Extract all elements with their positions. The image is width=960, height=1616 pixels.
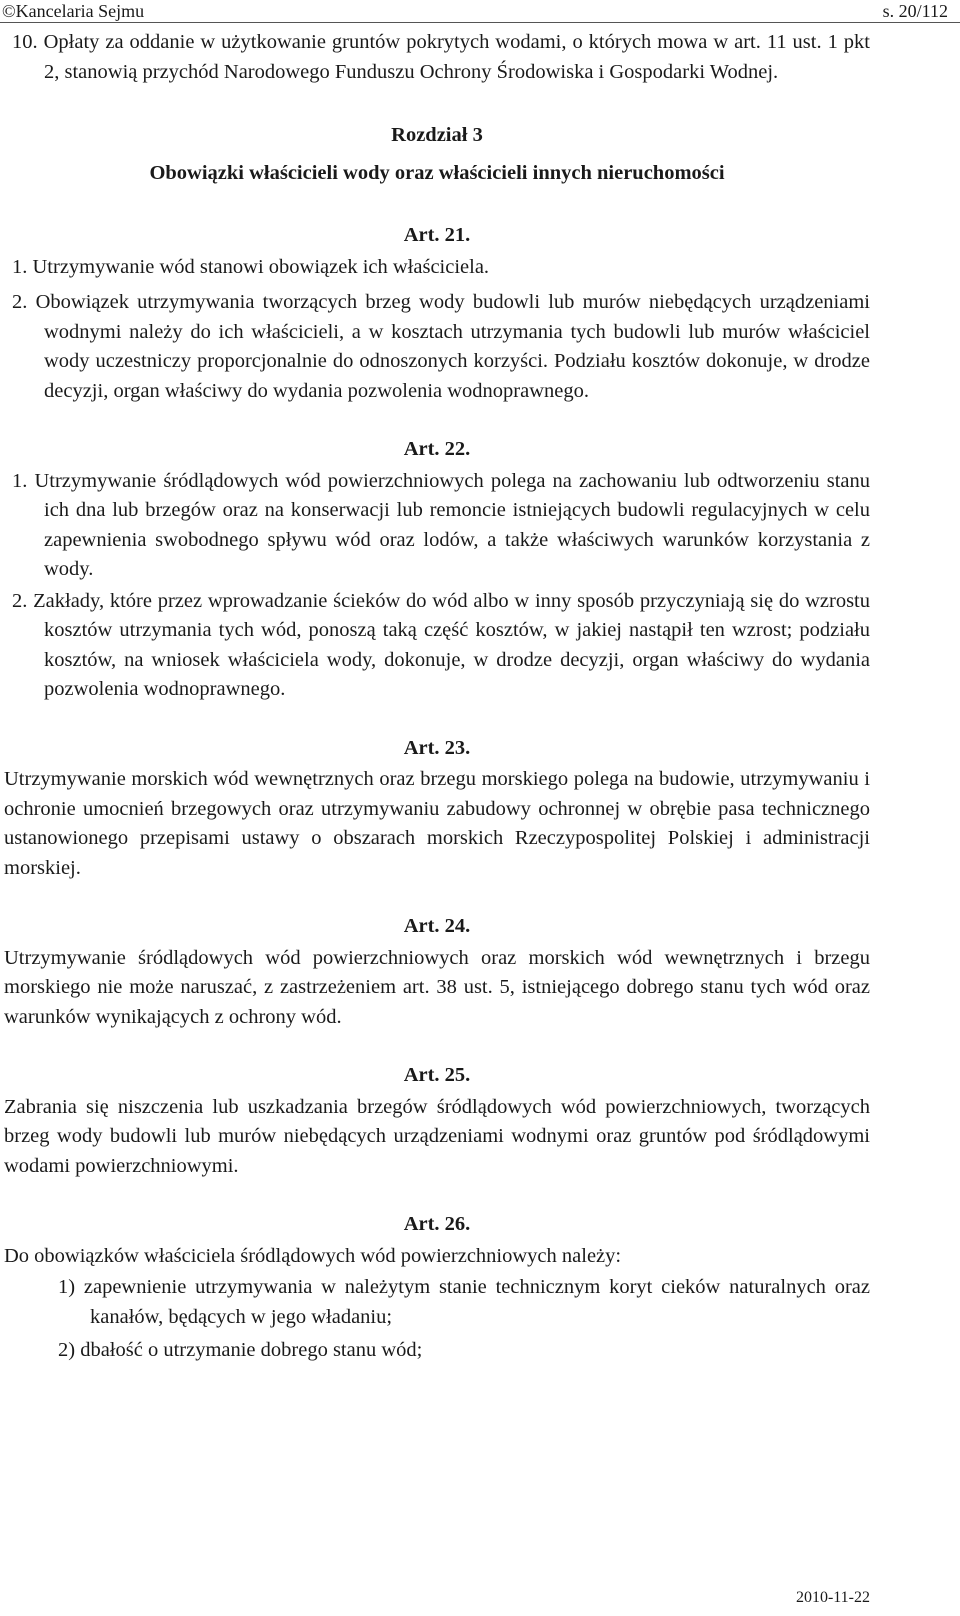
article-26-title: Art. 26. bbox=[403, 1213, 471, 1235]
article-26-intro: Do obowiązków właściciela śródlądowych wód powierzchniowych należy: bbox=[4, 1244, 622, 1267]
article-26-item-1: 1) zapewnienie utrzymywania w należytym stanie technicznym koryt cieków naturalnych oraz kanałów, będących w jego władaniu; bbox=[58, 1276, 870, 1328]
chapter-number: Rozdział 3 bbox=[391, 124, 483, 146]
page-number: s. 20/112 bbox=[882, 1, 948, 21]
paragraph-10: 10. Opłaty za oddanie w użytkowanie gruntów pokrytych wodami, o których mowa w art. 11 ust. 1 pkt 2, stanowią przychód Narodowego Funduszu Ochrony Środowiska i Gospodarki Wodnej. bbox=[12, 31, 870, 83]
chapter-title: Obowiązki właścicieli wody oraz właścicieli innych nieruchomości bbox=[149, 161, 725, 184]
article-26-item-2: 2) dbałość o utrzymanie dobrego stanu wód; bbox=[58, 1339, 423, 1361]
document-date: 2010-11-22 bbox=[795, 1589, 870, 1606]
article-25-title: Art. 25. bbox=[403, 1064, 471, 1086]
article-21-paragraph-1: 1. Utrzymywanie wód stanowi obowiązek ich właściciela. bbox=[12, 255, 490, 278]
article-22-paragraph-2: 2. Zakłady, które przez wprowadzanie ścieków do wód albo w inny sposób przyczyniają się do wzrostu kosztów utrzymania tych wód, ponoszą taką część kosztów, w jakiej nastąpił ten wzrost; podziału kosztów, na wniosek właściciela wody, dokonuje, w drodze decyzji, organ właściwy do wydania pozwolenia wodnoprawnego. bbox=[12, 589, 870, 700]
article-24-text: Utrzymywanie śródlądowych wód powierzchniowych oraz morskich wód wewnętrznych i brzegu morskiego nie może naruszać, z zastrzeżeniem art. 38 ust. 5, istniejącego dobrego stanu tych wód oraz warunków wynikających z ochrony wód. bbox=[4, 946, 870, 1028]
article-22-title: Art. 22. bbox=[403, 438, 471, 460]
article-21-title: Art. 21. bbox=[403, 224, 471, 246]
article-24-title: Art. 24. bbox=[403, 915, 471, 937]
page-header bbox=[0, 0, 960, 23]
article-23-title: Art. 23. bbox=[403, 736, 471, 759]
article-22-paragraph-1: 1. Utrzymywanie śródlądowych wód powierzchniowych polega na zachowaniu lub odtworzeniu stanu ich dna lub brzegów oraz na konserwacji lub remoncie istniejących budowli regulacyjnych w celu zapewnienia swobodnego spływu wód oraz lodów, a także właściwych warunków korzystania z wody. bbox=[12, 469, 870, 580]
article-23-text: Utrzymywanie morskich wód wewnętrznych oraz brzegu morskiego polega na budowie, utrzymywaniu i ochronie umocnień brzegowych oraz utrzymywaniu zabudowy ochronnej w obrębie pasa technicznego ustanowionego przepisami ustawy o obszarach morskich Rzeczypospolitej Polskiej i administracji morskiej. bbox=[4, 768, 870, 879]
article-25-text: Zabrania się niszczenia lub uszkadzania brzegów śródlądowych wód powierzchniowych, tworzących brzeg wody budowli lub murów niebędących urządzeniami wodnymi oraz gruntów pod śródlądowymi wodami powierzchniowymi. bbox=[4, 1095, 870, 1177]
publisher-label: ©Kancelaria Sejmu bbox=[2, 1, 145, 21]
article-21-paragraph-2: 2. Obowiązek utrzymywania tworzących brzeg wody budowli lub murów niebędących urządzeniami wodnymi należy do ich właścicieli, a w kosztach utrzymania tych budowli lub murów właściciel wody uczestniczy proporcjonalnie do odnoszonych korzyści. Podziału kosztów dokonuje, w drodze decyzji, organ właściwy do wydania pozwolenia wodnoprawnego. bbox=[12, 291, 870, 402]
document-body bbox=[4, 28, 870, 1366]
